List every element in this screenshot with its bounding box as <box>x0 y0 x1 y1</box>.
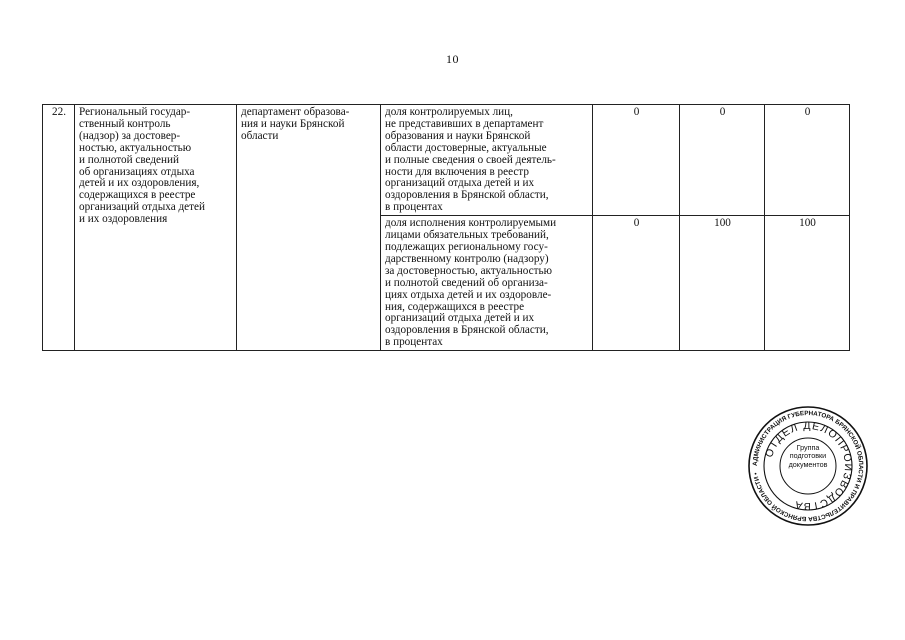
indicator-value: 100 <box>680 216 765 351</box>
control-name-cell <box>75 105 237 351</box>
control-table <box>42 104 850 351</box>
indicator-cell <box>381 216 593 351</box>
table-row <box>43 105 850 216</box>
indicator-value: 0 <box>593 216 680 351</box>
indicator-text: доля контролируемых лиц, не представивших в департамент образования и науки Брянской области достоверные, актуальные и полные сведения о своей деятель- ности для включения в реестр организаций отдыха детей и их оздоровления в Брянской области, в процентах <box>385 106 556 214</box>
svg-text:АДМИНИСТРАЦИЯ ГУБЕРНАТОРА БРЯН: АДМИНИСТРАЦИЯ ГУБЕРНАТОРА БРЯНСКОЙ ОБЛАСТИ И ПРАВИТЕЛЬСТВА БРЯНСКОЙ ОБЛАСТИ • <box>751 409 865 523</box>
row-number: 22. <box>52 106 66 118</box>
indicator-value: 0 <box>680 105 765 216</box>
svg-text:ОТДЕЛ ДЕЛОПРОИЗВОДСТВА: ОТДЕЛ ДЕЛОПРОИЗВОДСТВА <box>763 419 855 513</box>
indicator-value: 0 <box>593 105 680 216</box>
row-number-cell <box>43 105 75 351</box>
authority-cell <box>237 105 381 351</box>
indicator-text: доля исполнения контролируемыми лицами обязательных требований, подлежащих региональному госу- дарственному контролю (надзору) за достоверностью, актуальностью и полнотой сведений об организа- циях отдыха детей и их оздоровле- ния, содержащихся в реестре организаций отдыха детей и их оздоровления в Брянской области, в процентах <box>385 217 557 349</box>
stamp-center-text: Группа подготовки документов <box>788 443 828 469</box>
indicator-value: 0 <box>765 105 850 216</box>
control-name: Региональный государ- ственный контроль (надзор) за достовер- ностью, актуальностью и полнотой сведений об организациях отдыха детей и их оздоровления, содержащихся в реестре организаций отдыха детей и их оздоровления <box>79 106 205 226</box>
page-number: 10 <box>446 52 459 66</box>
authority-name: департамент образова- ния и науки Брянской области <box>241 106 350 142</box>
indicator-value: 100 <box>765 216 850 351</box>
indicator-cell <box>381 105 593 216</box>
official-stamp <box>747 405 869 527</box>
